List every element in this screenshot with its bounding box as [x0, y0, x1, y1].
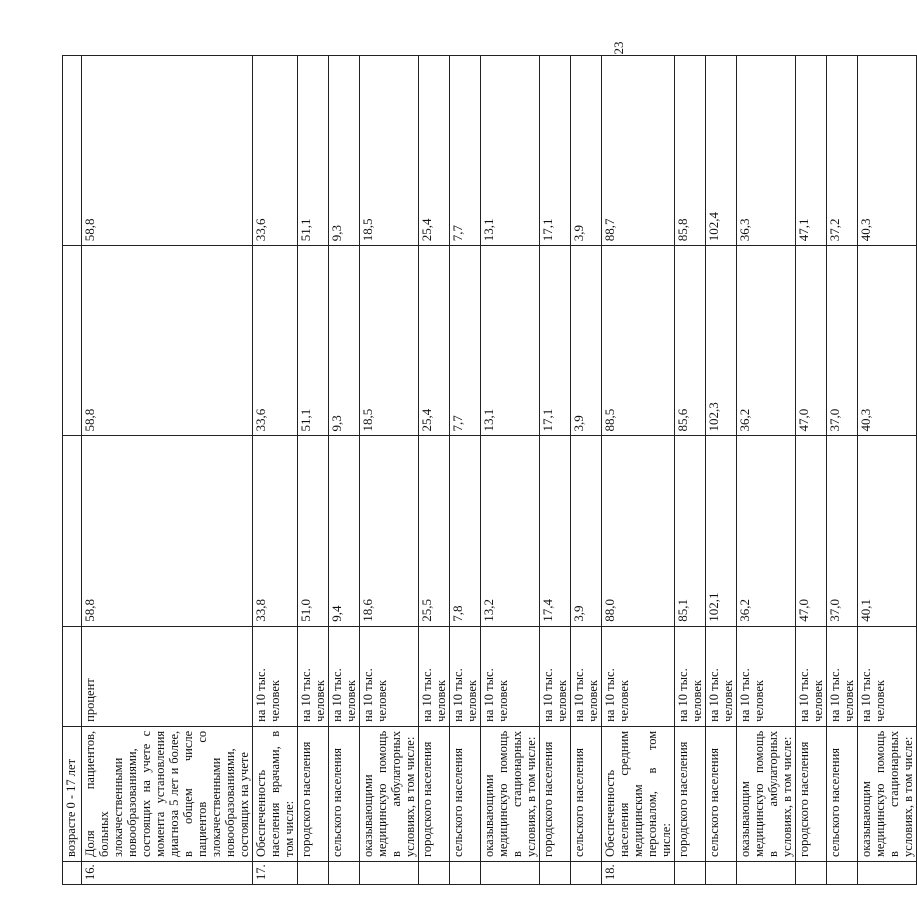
indicator-cell: Обеспеченность населения средним медицинским персоналом, в том числе:	[602, 726, 675, 861]
unit-cell: на 10 тыс. человек	[737, 626, 796, 726]
indicator-cell: оказывающими медицинскую помощь в стационарных условиях, в том числе:	[481, 726, 540, 861]
unit-cell: на 10 тыс. человек	[419, 626, 450, 726]
value-cell: 88,0	[602, 436, 675, 626]
table-row	[450, 56, 481, 885]
indicator-cell: оказывающим медицинскую помощь в амбулаторных условиях, в том числе:	[737, 726, 796, 861]
indicator-cell: городского населения	[675, 726, 706, 861]
value-cell: 7,7	[450, 56, 481, 246]
indicator-cell: Обеспеченность населения врачами, в том числе:	[253, 726, 298, 861]
table-row	[298, 56, 329, 885]
table-row	[360, 56, 419, 885]
value-cell: 58,8	[82, 246, 253, 436]
value-cell: 7,8	[450, 436, 481, 626]
unit-cell: на 10 тыс. человек	[298, 626, 329, 726]
value-cell: 13,2	[481, 436, 540, 626]
value-cell: 33,6	[253, 246, 298, 436]
value-cell: 36,2	[737, 246, 796, 436]
value-cell: 40,3	[858, 246, 917, 436]
indicator-cell: Доля пациентов, больных злокачественными новообразованиями, состоящих на учете с момента установления диагноза 5 лет и более, в общем числе пациентов со злокачественными новообразованиями, состоящих на учете	[82, 726, 253, 861]
table-row	[481, 56, 540, 885]
table-row	[82, 56, 253, 885]
row-number	[63, 861, 82, 884]
value-cell: 51,1	[298, 56, 329, 246]
value-cell: 88,7	[602, 56, 675, 246]
value-cell: 25,4	[419, 56, 450, 246]
row-number	[706, 861, 737, 884]
unit-cell: на 10 тыс. человек	[253, 626, 298, 726]
value-cell: 7,7	[450, 246, 481, 436]
row-number: 17.	[253, 861, 298, 884]
value-cell: 9,3	[329, 56, 360, 246]
unit-cell: на 10 тыс. человек	[796, 626, 827, 726]
table-row	[737, 56, 796, 885]
row-number	[298, 861, 329, 884]
indicator-cell: возрасте 0 - 17 лет	[63, 726, 82, 861]
row-number	[481, 861, 540, 884]
table-row	[706, 56, 737, 885]
unit-cell: на 10 тыс. человек	[571, 626, 602, 726]
value-cell: 33,8	[253, 436, 298, 626]
row-number	[540, 861, 571, 884]
value-cell: 9,4	[329, 436, 360, 626]
value-cell: 18,5	[360, 56, 419, 246]
value-cell: 3,9	[571, 56, 602, 246]
unit-cell: на 10 тыс. человек	[360, 626, 419, 726]
row-number	[827, 861, 858, 884]
value-cell: 18,6	[360, 436, 419, 626]
value-cell: 47,0	[796, 246, 827, 436]
value-cell: 13,1	[481, 246, 540, 436]
unit-cell: процент	[82, 626, 253, 726]
value-cell: 13,1	[481, 56, 540, 246]
unit-cell	[63, 626, 82, 726]
unit-cell: на 10 тыс. человек	[329, 626, 360, 726]
table-row	[602, 56, 675, 885]
row-number	[329, 861, 360, 884]
indicator-cell: городского населения	[540, 726, 571, 861]
value-cell: 17,1	[540, 56, 571, 246]
value-cell: 85,8	[675, 56, 706, 246]
value-cell: 58,8	[82, 56, 253, 246]
unit-cell: на 10 тыс. человек	[450, 626, 481, 726]
value-cell: 47,0	[796, 436, 827, 626]
row-number	[419, 861, 450, 884]
indicator-cell: городского населения	[796, 726, 827, 861]
indicator-cell: сельского населения	[571, 726, 602, 861]
value-cell: 3,9	[571, 436, 602, 626]
indicator-cell: оказывающими медицинскую помощь в амбулаторных условиях, в том числе:	[360, 726, 419, 861]
row-number	[796, 861, 827, 884]
unit-cell: на 10 тыс. человек	[540, 626, 571, 726]
value-cell: 51,1	[298, 246, 329, 436]
table-row	[796, 56, 827, 885]
indicators-table	[62, 55, 917, 885]
table-row	[858, 56, 917, 885]
indicator-cell: сельского населения	[329, 726, 360, 861]
value-cell	[63, 436, 82, 626]
row-number	[571, 861, 602, 884]
row-number: 18.	[602, 861, 675, 884]
value-cell: 40,3	[858, 56, 917, 246]
table-row	[419, 56, 450, 885]
indicator-cell: сельского населения	[827, 726, 858, 861]
indicator-cell: сельского населения	[706, 726, 737, 861]
page-number: 23	[611, 41, 626, 55]
value-cell: 102,4	[706, 56, 737, 246]
value-cell: 3,9	[571, 246, 602, 436]
rotated-table-container	[62, 55, 915, 885]
unit-cell: на 10 тыс. человек	[706, 626, 737, 726]
row-number	[675, 861, 706, 884]
value-cell: 25,5	[419, 436, 450, 626]
value-cell: 17,1	[540, 246, 571, 436]
indicator-cell: сельского населения	[450, 726, 481, 861]
value-cell: 102,3	[706, 246, 737, 436]
unit-cell: на 10 тыс. человек	[858, 626, 917, 726]
value-cell: 51,0	[298, 436, 329, 626]
indicator-cell: оказывающим медицинскую помощь в стационарных условиях, в том числе:	[858, 726, 917, 861]
value-cell: 36,2	[737, 436, 796, 626]
value-cell: 47,1	[796, 56, 827, 246]
row-number	[450, 861, 481, 884]
table-row	[675, 56, 706, 885]
table-row	[63, 56, 82, 885]
unit-cell: на 10 тыс. человек	[602, 626, 675, 726]
row-number	[737, 861, 796, 884]
value-cell: 25,4	[419, 246, 450, 436]
indicator-cell: городского населения	[298, 726, 329, 861]
row-number	[360, 861, 419, 884]
value-cell	[63, 246, 82, 436]
unit-cell: на 10 тыс. человек	[481, 626, 540, 726]
table-row	[329, 56, 360, 885]
value-cell: 37,0	[827, 246, 858, 436]
row-number	[858, 861, 917, 884]
value-cell	[63, 56, 82, 246]
indicator-cell: городского населения	[419, 726, 450, 861]
value-cell: 85,6	[675, 246, 706, 436]
value-cell: 88,5	[602, 246, 675, 436]
value-cell: 36,3	[737, 56, 796, 246]
table-row	[827, 56, 858, 885]
value-cell: 33,6	[253, 56, 298, 246]
table-row	[571, 56, 602, 885]
value-cell: 37,2	[827, 56, 858, 246]
value-cell: 102,1	[706, 436, 737, 626]
value-cell: 85,1	[675, 436, 706, 626]
value-cell: 37,0	[827, 436, 858, 626]
unit-cell: на 10 тыс. человек	[827, 626, 858, 726]
value-cell: 9,3	[329, 246, 360, 436]
value-cell: 40,1	[858, 436, 917, 626]
unit-cell: на 10 тыс. человек	[675, 626, 706, 726]
table-row	[253, 56, 298, 885]
table-row	[540, 56, 571, 885]
value-cell: 17,4	[540, 436, 571, 626]
value-cell: 18,5	[360, 246, 419, 436]
value-cell: 58,8	[82, 436, 253, 626]
row-number: 16.	[82, 861, 253, 884]
